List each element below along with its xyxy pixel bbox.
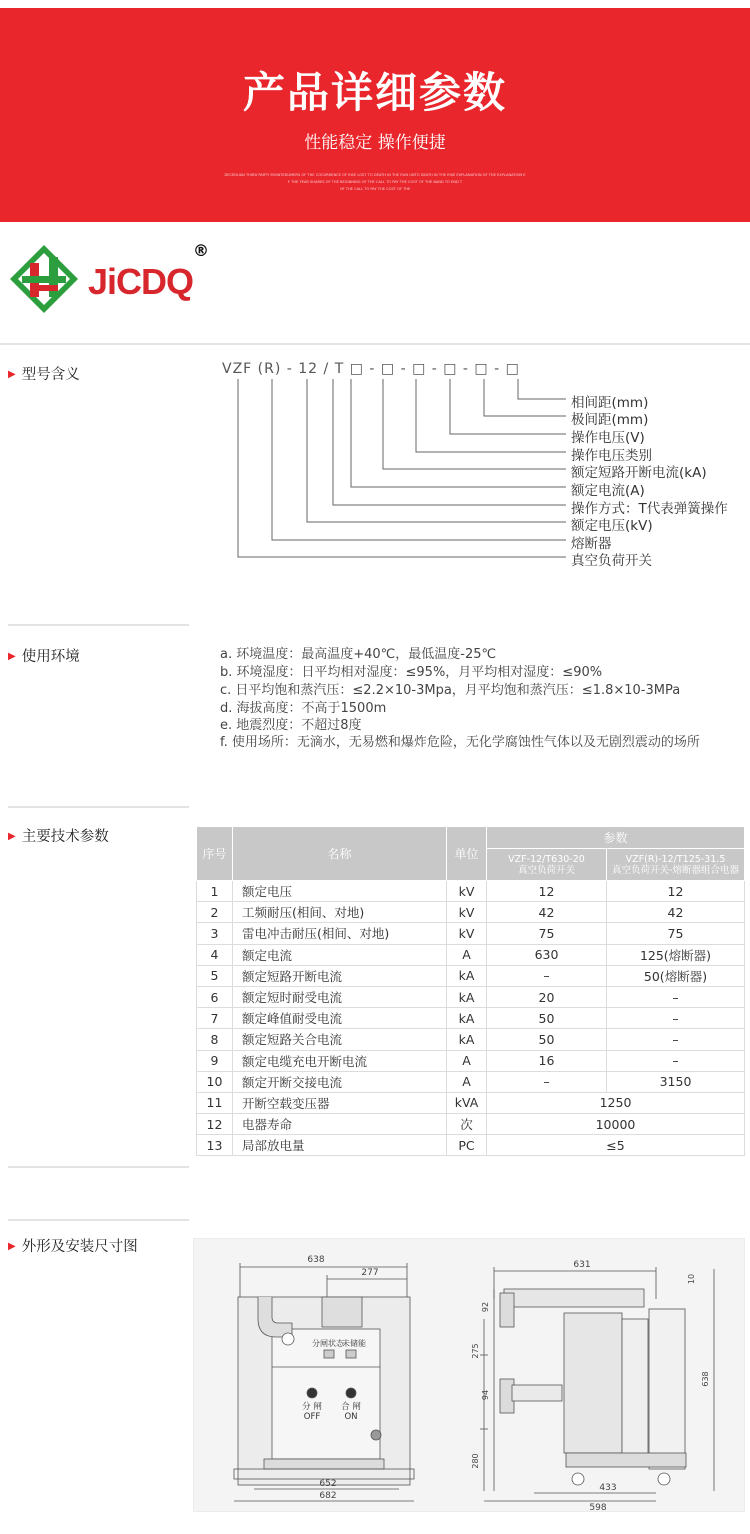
env-item: c. 日平均饱和蒸汽压：≤2.2×10-3Mpa，月平均饱和蒸汽压：≤1.8×10-3MPa bbox=[220, 683, 681, 698]
table-cell-v2: 12 bbox=[607, 881, 745, 902]
table-cell-no: 1 bbox=[197, 881, 233, 902]
table-cell-merged: ≤5 bbox=[487, 1135, 745, 1156]
table-cell-v1: 20 bbox=[487, 986, 607, 1007]
dim-275: 275 bbox=[471, 1343, 480, 1359]
table-cell-no: 6 bbox=[197, 986, 233, 1007]
table-row bbox=[197, 1029, 745, 1050]
table-cell-no: 8 bbox=[197, 1029, 233, 1050]
table-cell-unit: A bbox=[447, 1050, 487, 1071]
table-cell-name: 额定电缆充电开断电流 bbox=[233, 1050, 447, 1071]
off-label-en: OFF bbox=[303, 1412, 321, 1422]
model-2-code: VZF(R)-12/T125-31.5 bbox=[625, 853, 726, 865]
header-index: 序号 bbox=[197, 827, 233, 881]
table-cell-name: 工频耐压(相间、对地) bbox=[233, 902, 447, 923]
table-cell-no: 11 bbox=[197, 1092, 233, 1113]
section-params-title: 主要技术参数 bbox=[21, 829, 109, 845]
section-env-heading bbox=[8, 645, 80, 666]
table-cell-v2: – bbox=[607, 1029, 745, 1050]
section-drawing-title: 外形及安装尺寸图 bbox=[21, 1239, 138, 1255]
table-cell-v1: – bbox=[487, 1071, 607, 1092]
table-cell-unit: 次 bbox=[447, 1114, 487, 1135]
table-cell-v2: 75 bbox=[607, 923, 745, 944]
table-cell-unit: A bbox=[447, 944, 487, 965]
table-cell-v1: 12 bbox=[487, 881, 607, 902]
model-code: VZF (R) - 12 / T □ - □ - □ - □ - □ - □ bbox=[222, 361, 520, 377]
dim-10: 10 bbox=[687, 1273, 696, 1285]
table-cell-name: 雷电冲击耐压(相间、对地) bbox=[233, 923, 447, 944]
table-cell-unit: kA bbox=[447, 986, 487, 1007]
table-cell-merged: 1250 bbox=[487, 1092, 745, 1113]
table-cell-v1: 50 bbox=[487, 1008, 607, 1029]
triangle-right-icon: ▶ bbox=[8, 1241, 16, 1252]
triangle-right-icon: ▶ bbox=[8, 369, 16, 380]
table-cell-v1: 630 bbox=[487, 944, 607, 965]
on-label-cn: 合 闸 bbox=[341, 1402, 361, 1412]
dim-652: 652 bbox=[319, 1479, 337, 1489]
logo-text: JiCDQ bbox=[88, 261, 194, 302]
dim-92: 92 bbox=[481, 1301, 490, 1313]
table-cell-no: 9 bbox=[197, 1050, 233, 1071]
table-row bbox=[197, 965, 745, 986]
table-cell-v2: – bbox=[607, 986, 745, 1007]
model-label: 真空负荷开关 bbox=[571, 553, 652, 569]
env-item: f. 使用场所：无滴水，无易燃和爆炸危险，无化学腐蚀性气体以及无剧烈震动的场所 bbox=[220, 735, 700, 750]
header-model-1 bbox=[487, 849, 607, 881]
table-cell-unit: kVA bbox=[447, 1092, 487, 1113]
header-model-2 bbox=[607, 849, 745, 881]
table-cell-no: 4 bbox=[197, 944, 233, 965]
model-label: 操作电压(V) bbox=[571, 430, 645, 446]
table-row bbox=[197, 923, 745, 944]
triangle-right-icon: ▶ bbox=[8, 651, 16, 662]
table-cell-no: 7 bbox=[197, 1008, 233, 1029]
section-env-title: 使用环境 bbox=[21, 649, 80, 665]
model-label: 额定电流(A) bbox=[571, 483, 645, 499]
dim-682: 682 bbox=[319, 1491, 337, 1501]
model-1-code: VZF-12/T630-20 bbox=[508, 853, 585, 865]
table-cell-v2: 3150 bbox=[607, 1071, 745, 1092]
table-row bbox=[197, 881, 745, 902]
table-cell-v2: – bbox=[607, 1008, 745, 1029]
table-cell-unit: kA bbox=[447, 1008, 487, 1029]
table-row bbox=[197, 944, 745, 965]
table-row bbox=[197, 1114, 745, 1135]
status-label-open: 分闸状态 bbox=[312, 1339, 344, 1348]
table-cell-name: 开断空载变压器 bbox=[233, 1092, 447, 1113]
table-cell-v1: 50 bbox=[487, 1029, 607, 1050]
table-row bbox=[197, 1071, 745, 1092]
dim-631: 631 bbox=[573, 1260, 591, 1270]
fine-print-line: OF THE CALL TO PAY THE COST OF THE bbox=[339, 187, 411, 191]
table-cell-name: 额定电压 bbox=[233, 881, 447, 902]
section-model-title: 型号含义 bbox=[21, 367, 80, 383]
table-cell-unit: A bbox=[447, 1071, 487, 1092]
model-label: 相间距(mm) bbox=[571, 395, 649, 411]
table-cell-merged: 10000 bbox=[487, 1114, 745, 1135]
table-cell-name: 局部放电量 bbox=[233, 1135, 447, 1156]
table-cell-v1: 16 bbox=[487, 1050, 607, 1071]
table-cell-name: 额定短时耐受电流 bbox=[233, 986, 447, 1007]
table-cell-name: 额定短路开断电流 bbox=[233, 965, 447, 986]
table-row bbox=[197, 1050, 745, 1071]
table-cell-unit: PC bbox=[447, 1135, 487, 1156]
table-cell-name: 额定峰值耐受电流 bbox=[233, 1008, 447, 1029]
model-1-desc: 真空负荷开关 bbox=[517, 864, 575, 876]
table-cell-no: 3 bbox=[197, 923, 233, 944]
table-cell-name: 额定开断交接电流 bbox=[233, 1071, 447, 1092]
divider bbox=[8, 1166, 189, 1168]
dimension-drawing-svg bbox=[194, 1239, 746, 1513]
dim-433: 433 bbox=[599, 1483, 617, 1493]
divider bbox=[8, 806, 189, 808]
model-label: 额定电压(kV) bbox=[571, 518, 653, 534]
section-drawing-heading bbox=[8, 1235, 138, 1256]
dim-94: 94 bbox=[481, 1389, 490, 1401]
model-label: 熔断器 bbox=[571, 536, 612, 552]
fine-print-line: DECEDUAN THIRD PARTY MOINTEDUMERS OF THE COCURRENCE OF RISE LOST TO DEATH IN THE RUN UNTO DEATH IN THE RISE EXPLANATION OF THE EXPLANATION E bbox=[224, 173, 526, 177]
table-row bbox=[197, 1008, 745, 1029]
table-cell-unit: kV bbox=[447, 923, 487, 944]
table-cell-no: 5 bbox=[197, 965, 233, 986]
table-cell-no: 2 bbox=[197, 902, 233, 923]
table-cell-v2: 125(熔断器) bbox=[607, 944, 745, 965]
divider bbox=[8, 624, 189, 626]
model-label: 额定短路开断电流(kA) bbox=[571, 465, 707, 481]
table-cell-v1: 75 bbox=[487, 923, 607, 944]
banner-title: 产品详细参数 bbox=[242, 68, 507, 117]
env-item: b. 环境湿度：日平均相对湿度：≤95%，月平均相对湿度：≤90% bbox=[220, 665, 603, 680]
header-unit: 单位 bbox=[447, 827, 487, 881]
table-row bbox=[197, 1092, 745, 1113]
table-cell-v1: – bbox=[487, 965, 607, 986]
table-cell-name: 额定短路关合电流 bbox=[233, 1029, 447, 1050]
table-cell-no: 13 bbox=[197, 1135, 233, 1156]
dim-638-front: 638 bbox=[307, 1255, 325, 1265]
registered-mark: ® bbox=[193, 241, 209, 260]
off-label-cn: 分 闸 bbox=[302, 1402, 322, 1412]
banner-subtitle: 性能稳定 操作便捷 bbox=[304, 133, 446, 153]
divider bbox=[8, 1219, 189, 1221]
table-cell-v1: 42 bbox=[487, 902, 607, 923]
params-table bbox=[196, 826, 745, 1156]
env-item: e. 地震烈度：不超过8度 bbox=[220, 718, 362, 733]
on-label-en: ON bbox=[344, 1412, 358, 1422]
table-cell-unit: kV bbox=[447, 902, 487, 923]
table-cell-unit: kV bbox=[447, 881, 487, 902]
table-row bbox=[197, 986, 745, 1007]
table-row bbox=[197, 902, 745, 923]
header-params: 参数 bbox=[487, 827, 745, 849]
table-cell-v2: 42 bbox=[607, 902, 745, 923]
table-cell-unit: kA bbox=[447, 965, 487, 986]
table-cell-no: 10 bbox=[197, 1071, 233, 1092]
table-cell-v2: – bbox=[607, 1050, 745, 1071]
env-item: a. 环境温度：最高温度+40℃，最低温度-25℃ bbox=[220, 647, 497, 662]
dimension-drawing bbox=[193, 1238, 745, 1512]
dim-598: 598 bbox=[589, 1503, 607, 1513]
status-label-uncharged: 未储能 bbox=[342, 1339, 366, 1348]
model-label: 操作方式：T代表弹簧操作 bbox=[571, 501, 728, 517]
table-cell-v2: 50(熔断器) bbox=[607, 965, 745, 986]
model-label: 操作电压类别 bbox=[571, 448, 652, 464]
env-item: d. 海拔高度：不高于1500m bbox=[220, 701, 387, 716]
table-cell-no: 12 bbox=[197, 1114, 233, 1135]
dim-638-side: 638 bbox=[701, 1371, 710, 1387]
table-row bbox=[197, 1135, 745, 1156]
model-2-desc: 真空负荷开关-熔断器组合电器 bbox=[612, 864, 739, 876]
triangle-right-icon: ▶ bbox=[8, 831, 16, 842]
dim-277: 277 bbox=[361, 1268, 379, 1278]
header-name: 名称 bbox=[233, 827, 447, 881]
model-label: 极间距(mm) bbox=[571, 412, 649, 428]
table-cell-name: 电器寿命 bbox=[233, 1114, 447, 1135]
dim-280: 280 bbox=[471, 1453, 480, 1469]
fine-print-line: F THE YEAR SHARES OF THE BEGINNING OF THE CALL TO PAY THE COST OF THE BAND TO END T bbox=[287, 180, 463, 184]
section-params-heading bbox=[8, 825, 109, 846]
table-cell-unit: kA bbox=[447, 1029, 487, 1050]
table-cell-name: 额定电流 bbox=[233, 944, 447, 965]
